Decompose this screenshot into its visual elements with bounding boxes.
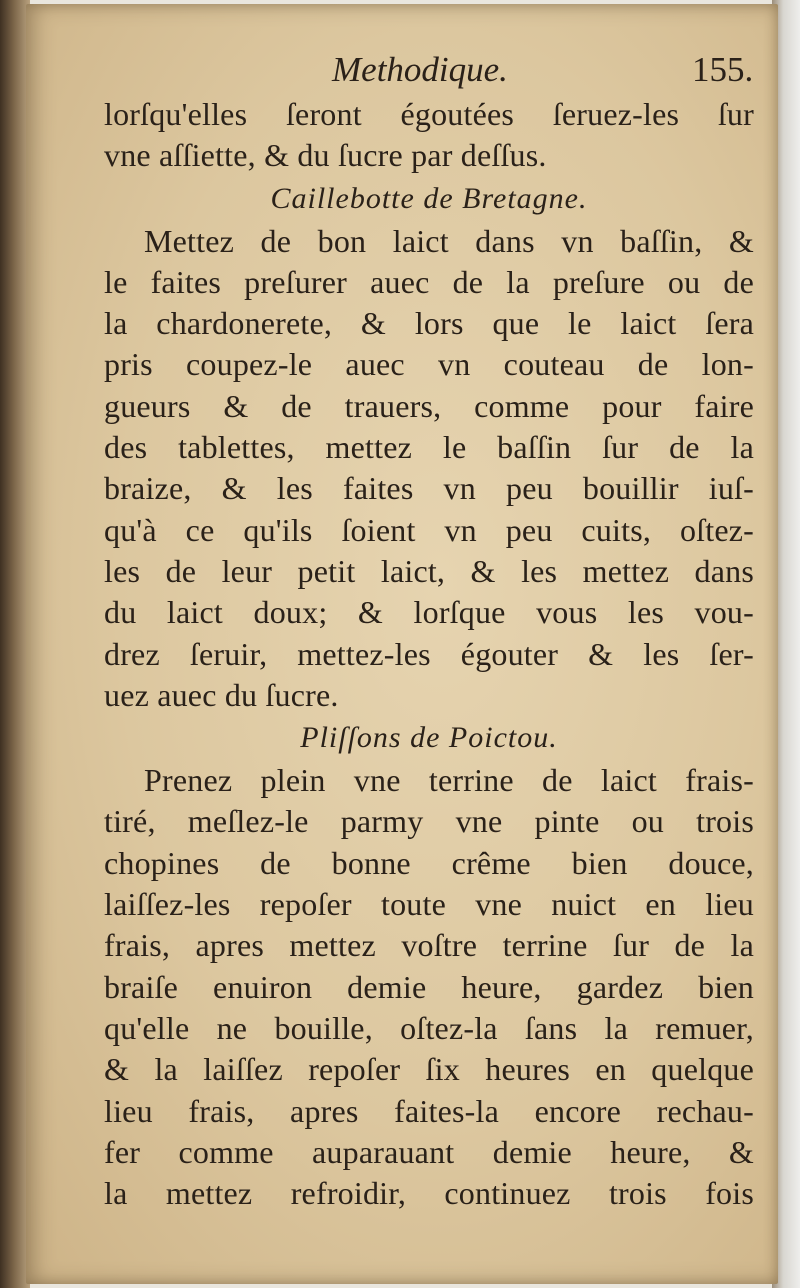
page-number: 155. (692, 50, 754, 89)
recipe-paragraph-caillebotte (104, 221, 754, 717)
running-head (104, 48, 754, 94)
recipe-heading-caillebotte: Caillebotte de Bretagne. (270, 181, 588, 215)
text-line: pris coupez-le auec vn couteau de lon- (104, 346, 754, 383)
text-line: chopines de bonne crême bien douce, (104, 844, 754, 881)
text-line: le faites preſurer auec de la preſure ou de (104, 263, 754, 300)
text-line: braiſe enuiron demie heure, gardez bien (104, 968, 754, 1005)
text-line: Mettez de bon laict dans vn baſſin, & (144, 222, 754, 259)
text-line: vne aſſiette, & du ſucre par deſſus. (104, 137, 547, 174)
text-line: gueurs & de trauers, comme pour faire (104, 387, 754, 424)
text-line: laiſſez-les repoſer toute vne nuict en lieu (104, 886, 754, 923)
text-line: des tablettes, mettez le baſſin ſur de la (104, 429, 754, 466)
text-line: fer comme auparauant demie heure, & (104, 1133, 754, 1170)
recipe-heading-plissons: Pliſſons de Poictou. (300, 721, 558, 755)
text-line: Prenez plein vne terrine de laict frais- (144, 762, 754, 799)
text-line: lorſqu'elles ſeront égoutées ſeruez-les ſur (104, 96, 754, 132)
text-line: la mettez refroidir, continuez trois fois (104, 1175, 754, 1212)
running-title: Methodique. (332, 50, 508, 89)
text-line: qu'elle ne bouille, oſtez-la ſans la remuer, (104, 1009, 754, 1046)
text-line: qu'à ce qu'ils ſoient vn peu cuits, oſtez- (104, 511, 754, 548)
text-line: & la laiſſez repoſer ſix heures en quelque (104, 1051, 754, 1088)
text-line: frais, apres mettez voſtre terrine ſur de la (104, 927, 754, 964)
page-text-block (104, 48, 754, 1214)
intro-paragraph (104, 94, 754, 177)
text-line: la chardonerete, & lors que le laict ſera (104, 305, 754, 342)
text-line: tiré, meſlez-le parmy vne pinte ou trois (104, 803, 754, 840)
text-line: drez ſeruir, mettez-les égouter & les ſer- (104, 635, 754, 672)
text-line: les de leur petit laict, & les mettez dans (104, 552, 754, 589)
recipe-paragraph-plissons (104, 760, 754, 1214)
text-line: braize, & les faites vn peu bouillir iuſ- (104, 470, 754, 507)
text-line: du laict doux; & lorſque vous les vou- (104, 594, 754, 631)
text-line: lieu frais, apres faites-la encore rechau- (104, 1092, 754, 1129)
text-line: uez auec du ſucre. (104, 676, 339, 713)
book-page (26, 4, 778, 1284)
